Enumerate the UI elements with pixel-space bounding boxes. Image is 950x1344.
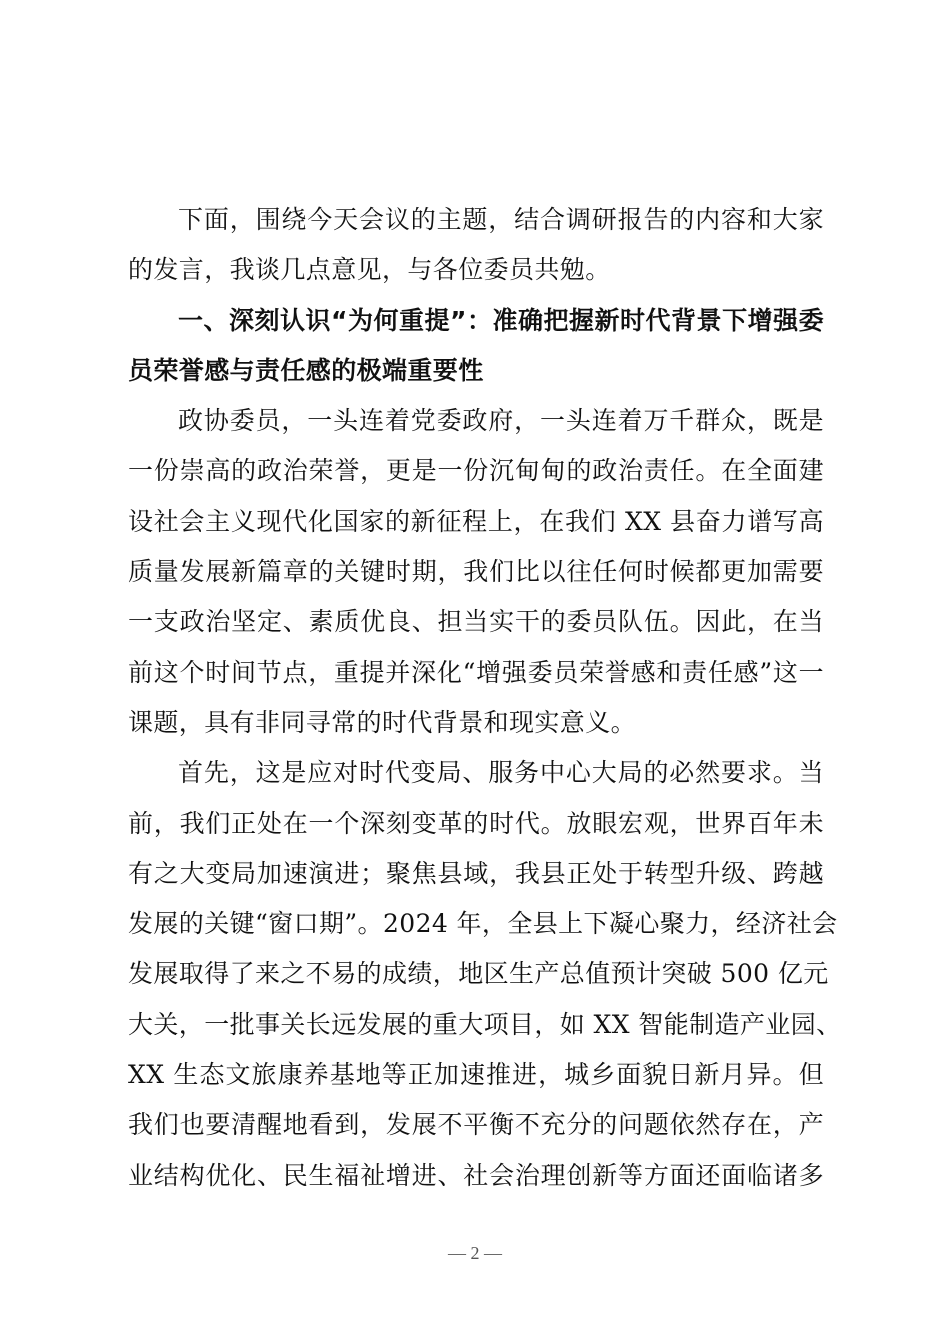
body-paragraph-first-point bbox=[128, 748, 842, 1201]
text-line: 一份崇高的政治荣誉，更是一份沉甸甸的政治责任。在全面建 bbox=[128, 456, 824, 486]
text-line: 有之大变局加速演进；聚焦县域，我县正处于转型升级、跨越 bbox=[128, 858, 824, 888]
section-heading bbox=[128, 296, 824, 397]
text-line: 业结构优化、民生福祉增进、社会治理创新等方面还面临诸多 bbox=[128, 1160, 824, 1190]
text-line: 的发言，我谈几点意见，与各位委员共勉。 bbox=[128, 255, 611, 285]
page-number: — 2 — bbox=[448, 1243, 502, 1263]
intro-paragraph bbox=[128, 195, 824, 296]
text-line: 设社会主义现代化国家的新征程上，在我们 XX 县奋力谱写高 bbox=[128, 506, 824, 536]
text-line: XX 生态文旅康养基地等正加速推进，城乡面貌日新月异。但 bbox=[128, 1060, 824, 1090]
text-line: 一支政治坚定、素质优良、担当实干的委员队伍。因此，在当 bbox=[128, 607, 824, 637]
text-line: 首先，这是应对时代变局、服务中心大局的必然要求。当 bbox=[178, 758, 824, 788]
text-line: 课题，具有非同寻常的时代背景和现实意义。 bbox=[128, 707, 637, 737]
text-line: 我们也要清醒地看到，发展不平衡不充分的问题依然存在，产 bbox=[128, 1110, 824, 1140]
document-body bbox=[128, 195, 842, 1201]
text-line: 发展的关键“窗口期”。2024 年，全县上下凝心聚力，经济社会 bbox=[128, 909, 838, 939]
body-paragraph-cppcc-members bbox=[128, 396, 824, 748]
text-line: 前，我们正处在一个深刻变革的时代。放眼宏观，世界百年未 bbox=[128, 808, 824, 838]
text-line: 质量发展新篇章的关键时期，我们比以往任何时候都更加需要 bbox=[128, 557, 824, 587]
text-line: 下面，围绕今天会议的主题，结合调研报告的内容和大家 bbox=[178, 205, 824, 234]
heading-line: 员荣誉感与责任感的极端重要性 bbox=[128, 355, 484, 385]
text-line: 政协委员，一头连着党委政府，一头连着万千群众，既是 bbox=[178, 406, 824, 436]
heading-line: 一、深刻认识“为何重提”：准确把握新时代背景下增强委 bbox=[178, 305, 824, 335]
text-line: 发展取得了来之不易的成绩，地区生产总值预计突破 500 亿元 bbox=[128, 959, 829, 989]
text-line: 前这个时间节点，重提并深化“增强委员荣誉感和责任感”这一 bbox=[128, 657, 824, 687]
text-line: 大关，一批事关长远发展的重大项目，如 XX 智能制造产业园、 bbox=[128, 1009, 842, 1039]
